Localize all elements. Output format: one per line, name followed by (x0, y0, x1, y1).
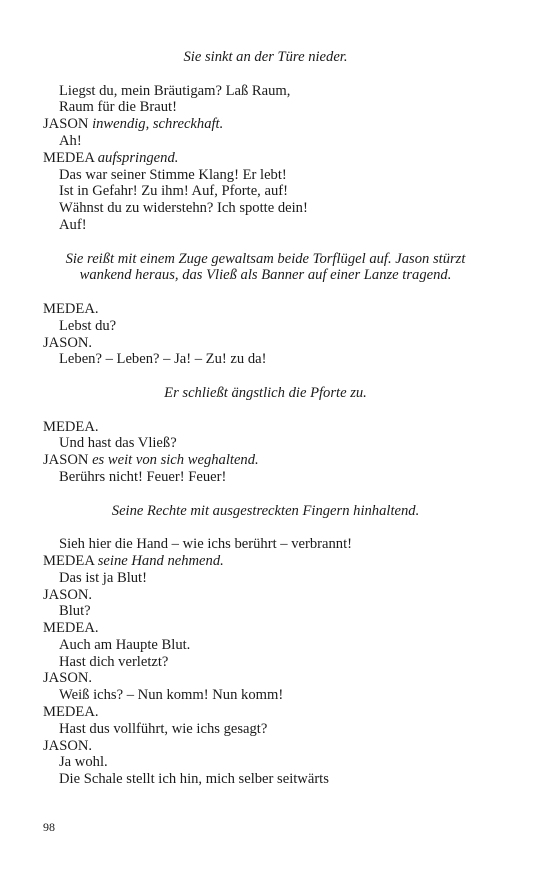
verse-line: Die Schale stellt ich hin, mich selber seitwärts (59, 771, 329, 788)
speaker-direction: es weit von sich weghaltend. (92, 452, 259, 469)
speaker-line (43, 738, 488, 755)
speaker-name: JASON. (43, 334, 93, 351)
speaker-line (43, 150, 488, 167)
verse-line: Und hast das Vließ? (59, 435, 177, 452)
verse-line: Weiß ichs? – Nun komm! Nun komm! (59, 687, 284, 704)
verse-line: Wähnst du zu widerstehn? Ich spotte dein! (59, 200, 308, 217)
verse-line: Auf! (59, 216, 87, 233)
speaker-name: JASON. (43, 586, 93, 603)
speaker-direction: seine Hand nehmend. (97, 552, 224, 569)
speaker-name: MEDEA. (43, 704, 99, 721)
verse-line: Hast dich verletzt? (59, 653, 169, 670)
verse-line: Hast dus vollführt, wie ichs gesagt? (59, 720, 268, 737)
speaker-line (43, 704, 488, 721)
verse-line: Das ist ja Blut! (59, 569, 147, 586)
blank-line (43, 368, 488, 385)
speaker-name: JASON (43, 452, 89, 469)
verse-line: Leben? – Leben? – Ja! – Zu! zu da! (59, 351, 267, 368)
play-text (43, 49, 488, 788)
speaker-name: JASON. (43, 670, 93, 687)
speaker-line (43, 670, 488, 687)
blank-line (43, 486, 488, 503)
speaker-name: MEDEA. (43, 620, 99, 637)
verse-line: Ja wohl. (59, 754, 108, 771)
blank-line (43, 284, 488, 301)
speaker-name: MEDEA (43, 149, 95, 166)
stage-direction: Er schließt ängstlich die Pforte zu. (164, 384, 367, 401)
verse-line: Blut? (59, 603, 91, 620)
verse-line: Berührs nicht! Feuer! Feuer! (59, 468, 227, 485)
stage-direction: Sie reißt mit einem Zuge gewaltsam beide Torflügel auf. Jason stürzt wankend heraus, das Vließ als Banner auf einer Lanze tragend. (65, 250, 466, 284)
speaker-line (43, 452, 488, 469)
speaker-direction: inwendig, schreckhaft. (92, 116, 224, 133)
blank-line (43, 234, 488, 251)
verse-line: Sieh hier die Hand – wie ichs berührt – verbrannt! (59, 536, 353, 553)
verse-line: Auch am Haupte Blut. (59, 636, 191, 653)
verse-line: Liegst du, mein Bräutigam? Laß Raum, (59, 82, 291, 99)
stage-direction: Sie sinkt an der Türe nieder. (183, 49, 348, 65)
verse-line: Das war seiner Stimme Klang! Er lebt! (59, 166, 287, 183)
speaker-name: MEDEA. (43, 300, 99, 317)
verse-line: Lebst du? (59, 317, 117, 334)
blank-line (43, 66, 488, 83)
page-number: 98 (43, 820, 55, 834)
speaker-line (43, 419, 488, 436)
speaker-line (43, 587, 488, 604)
blank-line (43, 402, 488, 419)
verse-line: Ist in Gefahr! Zu ihm! Auf, Pforte, auf! (59, 183, 288, 200)
speaker-line (43, 620, 488, 637)
verse-line: Ah! (59, 132, 82, 149)
speaker-line (43, 301, 488, 318)
speaker-name: JASON. (43, 737, 93, 754)
speaker-line (43, 335, 488, 352)
speaker-name: MEDEA. (43, 418, 99, 435)
speaker-direction: aufspringend. (97, 149, 179, 166)
speaker-line (43, 553, 488, 570)
stage-direction: Seine Rechte mit ausgestreckten Fingern hinhaltend. (111, 502, 420, 519)
speaker-line (43, 116, 488, 133)
speaker-name: MEDEA (43, 552, 95, 569)
verse-line: Raum für die Braut! (59, 99, 177, 116)
speaker-name: JASON (43, 116, 89, 133)
blank-line (43, 519, 488, 536)
